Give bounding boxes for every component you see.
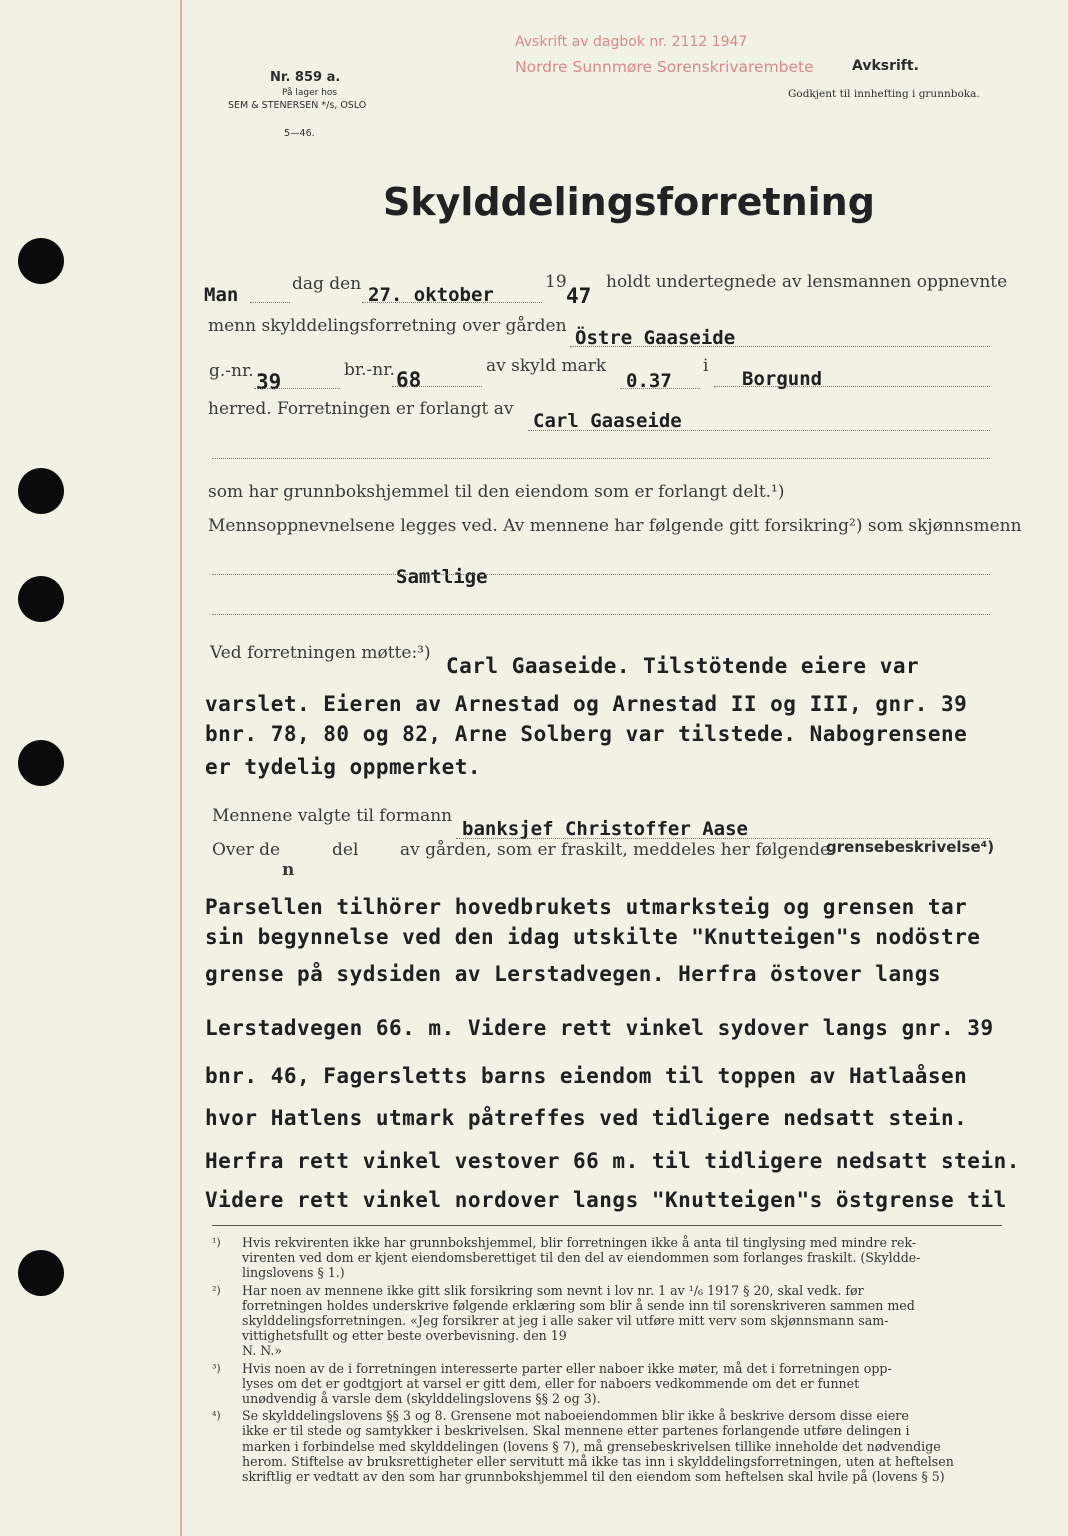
footnote-text: Hvis rekvirenten ikke har grunnbokshjemmel, blir forretningen ikke å anta til tinglysing med mindre rek- virenten ved dom er kjent eiendomsberettiget til den del av eiendommen som forlanges fraskilt. (Skyldde- lingslovens § 1.) [242, 1235, 921, 1281]
skyld-value: 0.37 [626, 370, 672, 392]
footnote [212, 1283, 1002, 1359]
over-label: Over de [212, 840, 281, 860]
herred-text: herred. Forretningen er forlangt av [208, 399, 514, 419]
description-line: Videre rett vinkel nordover langs "Knutteigen"s östgrense til [205, 1188, 1007, 1212]
dag-den-label: dag den [292, 274, 362, 294]
footnote [212, 1361, 1002, 1407]
approval-note: Godkjent til innhefting i grunnboka. [788, 88, 980, 100]
form-number: Nr. 859 a. [270, 70, 341, 85]
municipality-value: Borgund [742, 368, 823, 390]
attendee-line: er tydelig oppmerket. [205, 755, 482, 779]
description-line: sin begynnelse ved den idag utskilte "Knutteigen"s nodöstre [205, 925, 981, 949]
fill-line [212, 614, 990, 615]
page-title: Skylddelingsforretning [383, 180, 875, 224]
grunnbok-text: som har grunnbokshjemmel til den eiendom som er forlangt delt.¹) [208, 482, 785, 502]
fill-line [570, 346, 990, 347]
year-value: 47 [566, 284, 592, 308]
publisher-line: På lager hos [282, 88, 338, 98]
skjonnsmenn-value: Samtlige [396, 566, 488, 588]
gnr-label: g.-nr. [209, 361, 254, 381]
attendee-line: Carl Gaaseide. Tilstötende eiere var [446, 654, 920, 678]
over-n: n [282, 860, 295, 880]
formann-value: banksjef Christoffer Aase [462, 818, 748, 840]
motte-label: Ved forretningen møtte:³) [210, 643, 431, 663]
footnote-mark: ²) [212, 1283, 221, 1297]
description-line: Parsellen tilhörer hovedbrukets utmarksteig og grensen tar [205, 895, 968, 919]
farm-name: Östre Gaaseide [575, 327, 736, 349]
footnote-mark: ⁴) [212, 1409, 221, 1423]
publisher-line: 5—46. [284, 128, 315, 139]
date-value: 27. oktober [368, 284, 494, 306]
gnr-value: 39 [256, 370, 282, 394]
fill-line [714, 386, 990, 387]
footnote-separator [212, 1225, 1002, 1226]
footnote-mark: ³) [212, 1361, 221, 1375]
punch-hole [18, 576, 64, 622]
brnr-value: 68 [396, 368, 422, 392]
fill-line [254, 388, 340, 389]
footnote-text: Har noen av mennene ikke gitt slik forsikring som nevnt i lov nr. 1 av ¹/₆ 1917 § 20, skal vedk. før forretningen holdes underskrive følgende erklæring som blir å sende inn til sorenskriveren sammen med skylddelingsforretningen. «Jeg forsikrer at jeg i alle saker vil utføre mitt verv som skjønnsmann sam- vittighetsfullt og etter beste overbevisning. den 19 N. N.» [242, 1282, 915, 1359]
year-prefix: 19 [545, 272, 567, 292]
fill-line [528, 430, 990, 431]
margin-line [180, 0, 182, 1536]
mennsoppnevnelse-text: Mennsoppnevnelsene legges ved. Av mennene har følgende gitt forsikring²) som skjønnsmenn [208, 516, 1022, 536]
skyld-label: av skyld mark [486, 356, 607, 376]
formann-label: Mennene valgte til formann [212, 806, 453, 826]
fill-line [212, 574, 990, 575]
footnotes [212, 1235, 1002, 1486]
fill-line [620, 388, 700, 389]
del-label: del [332, 840, 359, 860]
brnr-label: br.-nr. [344, 360, 395, 380]
attendee-line: varslet. Eieren av Arnestad og Arnestad II og III, gnr. 39 [205, 692, 968, 716]
punch-hole [18, 740, 64, 786]
menn-text: menn skylddelingsforretning over gården [208, 316, 567, 336]
fill-line [392, 386, 482, 387]
footnote-text: Hvis noen av de i forretningen interesserte parter eller naboer ikke møter, må det i forretningen opp- lyses om det er godtgjort at varsel er gitt dem, eller for naboers vedkommende om det er funnet unødvendig å varsle dem (skylddelingslovens §§ 2 og 3). [242, 1360, 892, 1407]
fill-line [362, 302, 542, 303]
footnote [212, 1408, 1002, 1484]
description-line: grense på sydsiden av Lerstadvegen. Herfra östover langs [205, 962, 942, 986]
punch-hole [18, 468, 64, 514]
i-label: i [703, 356, 709, 376]
description-line: bnr. 46, Fagersletts barns eiendom til toppen av Hatlaåsen [205, 1064, 968, 1088]
fill-line [212, 458, 990, 459]
description-line: hvor Hatlens utmark påtreffes ved tidligere nedsatt stein. [205, 1106, 968, 1130]
fill-line [250, 302, 290, 303]
intro-text: holdt undertegnede av lensmannen oppnevnte [606, 272, 1008, 292]
footnote-mark: ¹) [212, 1236, 221, 1249]
journal-stamp: Avskrift av dagbok nr. 2112 1947 [515, 34, 748, 50]
punch-hole [18, 1250, 64, 1296]
grense-label: grensebeskrivelse⁴) [826, 838, 995, 856]
publisher-line: SEM & STENERSEN */s, OSLO [228, 100, 367, 111]
punch-hole [18, 238, 64, 284]
description-line: Herfra rett vinkel vestover 66 m. til tidligere nedsatt stein. [205, 1149, 1020, 1173]
weekday-value: Man [204, 284, 239, 306]
requester-value: Carl Gaaseide [533, 410, 682, 432]
avskrift-label: Avksrift. [852, 58, 919, 74]
attendee-line: bnr. 78, 80 og 82, Arne Solberg var tilstede. Nabogrensene [205, 722, 968, 746]
fraskilt-text: av gården, som er fraskilt, meddeles her følgende [400, 840, 831, 860]
footnote-text: Se skylddelingslovens §§ 3 og 8. Grensene mot naboeiendommen blir ikke å beskrive dersom disse eiere ikke er til stede og samtykker i beskrivelsen. Skal mennene etter partenes forlangende utføre delingen i marken i forbindelse med skylddelingen (lovens § 7), må grensebeskrivelsen tillike inneholde det nødvendige herom. Stiftelse av bruksrettigheter eller servitutt må ikke tas inn i skylddelingsforretningen, uten at heftelsen skriftlig er vedtatt av den som har grunnbokshjemmel til den eiendom som heftelsen skal hvile på (lovens § 5) [242, 1408, 954, 1485]
description-line: Lerstadvegen 66. m. Videre rett vinkel sydover langs gnr. 39 [205, 1016, 994, 1040]
office-stamp: Nordre Sunnmøre Sorenskrivarembete [515, 58, 814, 76]
footnote [212, 1235, 1002, 1281]
